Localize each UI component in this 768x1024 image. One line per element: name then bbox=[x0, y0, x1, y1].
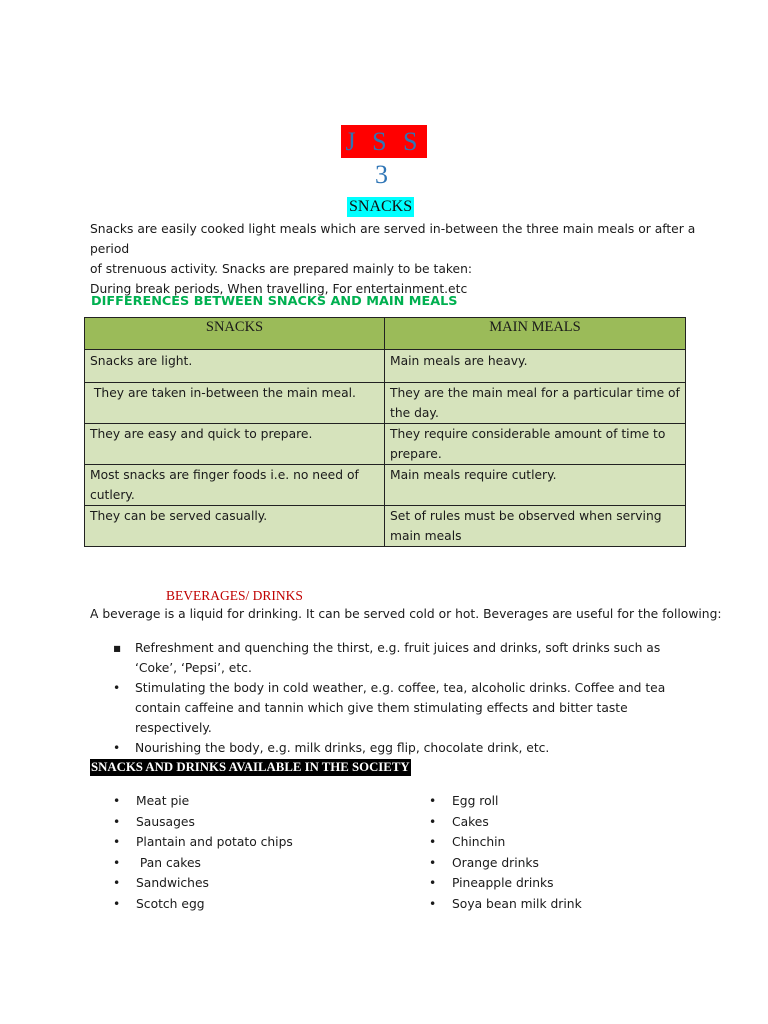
snacks-heading: SNACKS bbox=[349, 198, 413, 215]
list-item-text: Sandwiches bbox=[136, 876, 209, 890]
table-cell-snacks: They can be served casually. bbox=[85, 506, 385, 547]
bullet-icon: • bbox=[113, 855, 121, 870]
list-item-text: Soya bean milk drink bbox=[452, 896, 582, 911]
bullet-icon: • bbox=[429, 896, 437, 911]
table-row bbox=[85, 424, 686, 465]
table-cell-snacks: They are taken in-between the main meal. bbox=[85, 383, 385, 424]
table-cell-main: They require considerable amount of time to prepare. bbox=[385, 424, 686, 465]
table-row bbox=[85, 350, 686, 383]
bullet-icon: • bbox=[113, 896, 121, 911]
table-cell-snacks: They are easy and quick to prepare. bbox=[85, 424, 385, 465]
beverages-intro: A beverage is a liquid for drinking. It can be served cold or hot. Beverages are useful for the following: bbox=[90, 607, 722, 621]
list-item bbox=[429, 873, 582, 894]
list-item bbox=[429, 812, 582, 833]
bullet-icon: • bbox=[429, 835, 437, 849]
list-item bbox=[429, 894, 582, 915]
table-cell-main: Main meals require cutlery. bbox=[385, 465, 686, 506]
list-item bbox=[113, 638, 695, 678]
snacks-line-3: During break periods, When travelling, For entertainment.etc bbox=[90, 282, 468, 296]
list-item-text: Orange drinks bbox=[452, 855, 539, 870]
list-item bbox=[113, 678, 695, 738]
table-row bbox=[85, 383, 686, 424]
beverages-heading: BEVERAGES/ DRINKS bbox=[166, 588, 303, 603]
page-title: J S S 3 bbox=[341, 125, 427, 158]
society-heading: SNACKS AND DRINKS AVAILABLE IN THE SOCIETY bbox=[91, 760, 410, 774]
bullet-icon: • bbox=[113, 876, 121, 890]
list-item-text: Pineapple drinks bbox=[452, 876, 554, 890]
square-bullet-icon: ▪ bbox=[113, 641, 122, 655]
table-header-row bbox=[85, 318, 686, 350]
list-item bbox=[113, 853, 293, 874]
table-cell-main: They are the main meal for a particular time of the day. bbox=[385, 383, 686, 424]
list-item-text: Egg roll bbox=[452, 794, 499, 808]
bullet-icon: • bbox=[429, 794, 437, 808]
list-item bbox=[113, 812, 293, 833]
list-item-text: Chinchin bbox=[452, 835, 506, 849]
bullet-icon: • bbox=[429, 814, 437, 829]
list-item bbox=[113, 894, 293, 915]
table-row bbox=[85, 506, 686, 547]
bullet-icon: • bbox=[113, 794, 121, 808]
bullet-icon: • bbox=[113, 681, 121, 695]
list-item bbox=[113, 791, 293, 812]
bullet-icon: • bbox=[113, 835, 121, 849]
list-item-text: Sausages bbox=[136, 814, 195, 829]
table-header-snacks: SNACKS bbox=[85, 318, 385, 350]
list-item-text: Refreshment and quenching the thirst, e.g. fruit juices and drinks, soft drinks such as ‘Coke’, ‘Pepsi’, etc. bbox=[135, 641, 661, 675]
list-item-text: Plantain and potato chips bbox=[136, 835, 293, 849]
beverages-list bbox=[113, 638, 695, 758]
list-item bbox=[113, 738, 695, 758]
bullet-icon: • bbox=[113, 814, 121, 829]
society-list-left bbox=[113, 791, 293, 914]
table-cell-main: Set of rules must be observed when serving main meals bbox=[385, 506, 686, 547]
table-cell-snacks: Snacks are light. bbox=[85, 350, 385, 383]
list-item bbox=[429, 832, 582, 853]
bullet-icon: • bbox=[429, 855, 437, 870]
snacks-paragraph bbox=[90, 219, 700, 299]
list-item-text: Pan cakes bbox=[136, 855, 201, 870]
table-cell-snacks: Most snacks are finger foods i.e. no need of cutlery. bbox=[85, 465, 385, 506]
snacks-line-2: of strenuous activity. Snacks are prepared mainly to be taken: bbox=[90, 262, 473, 276]
bullet-icon: • bbox=[113, 741, 121, 755]
differences-table bbox=[84, 317, 686, 547]
list-item-text: Cakes bbox=[452, 814, 489, 829]
list-item bbox=[113, 873, 293, 894]
table-row bbox=[85, 465, 686, 506]
list-item-text: Nourishing the body, e.g. milk drinks, egg flip, chocolate drink, etc. bbox=[135, 741, 550, 755]
society-list-right bbox=[429, 791, 582, 914]
list-item-text: Scotch egg bbox=[136, 896, 205, 911]
list-item-text: Meat pie bbox=[136, 794, 190, 808]
differences-heading: DIFFERENCES BETWEEN SNACKS AND MAIN MEALS bbox=[91, 294, 458, 309]
list-item bbox=[113, 832, 293, 853]
snacks-line-1: Snacks are easily cooked light meals which are served in-between the three main meals or after a period bbox=[90, 222, 696, 256]
list-item-text: Stimulating the body in cold weather, e.g. coffee, tea, alcoholic drinks. Coffee and tea contain caffeine and tannin which give them stimulating effects and bitter taste respectively. bbox=[135, 681, 666, 735]
list-item bbox=[429, 791, 582, 812]
bullet-icon: • bbox=[429, 876, 437, 890]
table-cell-main: Main meals are heavy. bbox=[385, 350, 686, 383]
table-header-main-meals: MAIN MEALS bbox=[385, 318, 686, 350]
list-item bbox=[429, 853, 582, 874]
